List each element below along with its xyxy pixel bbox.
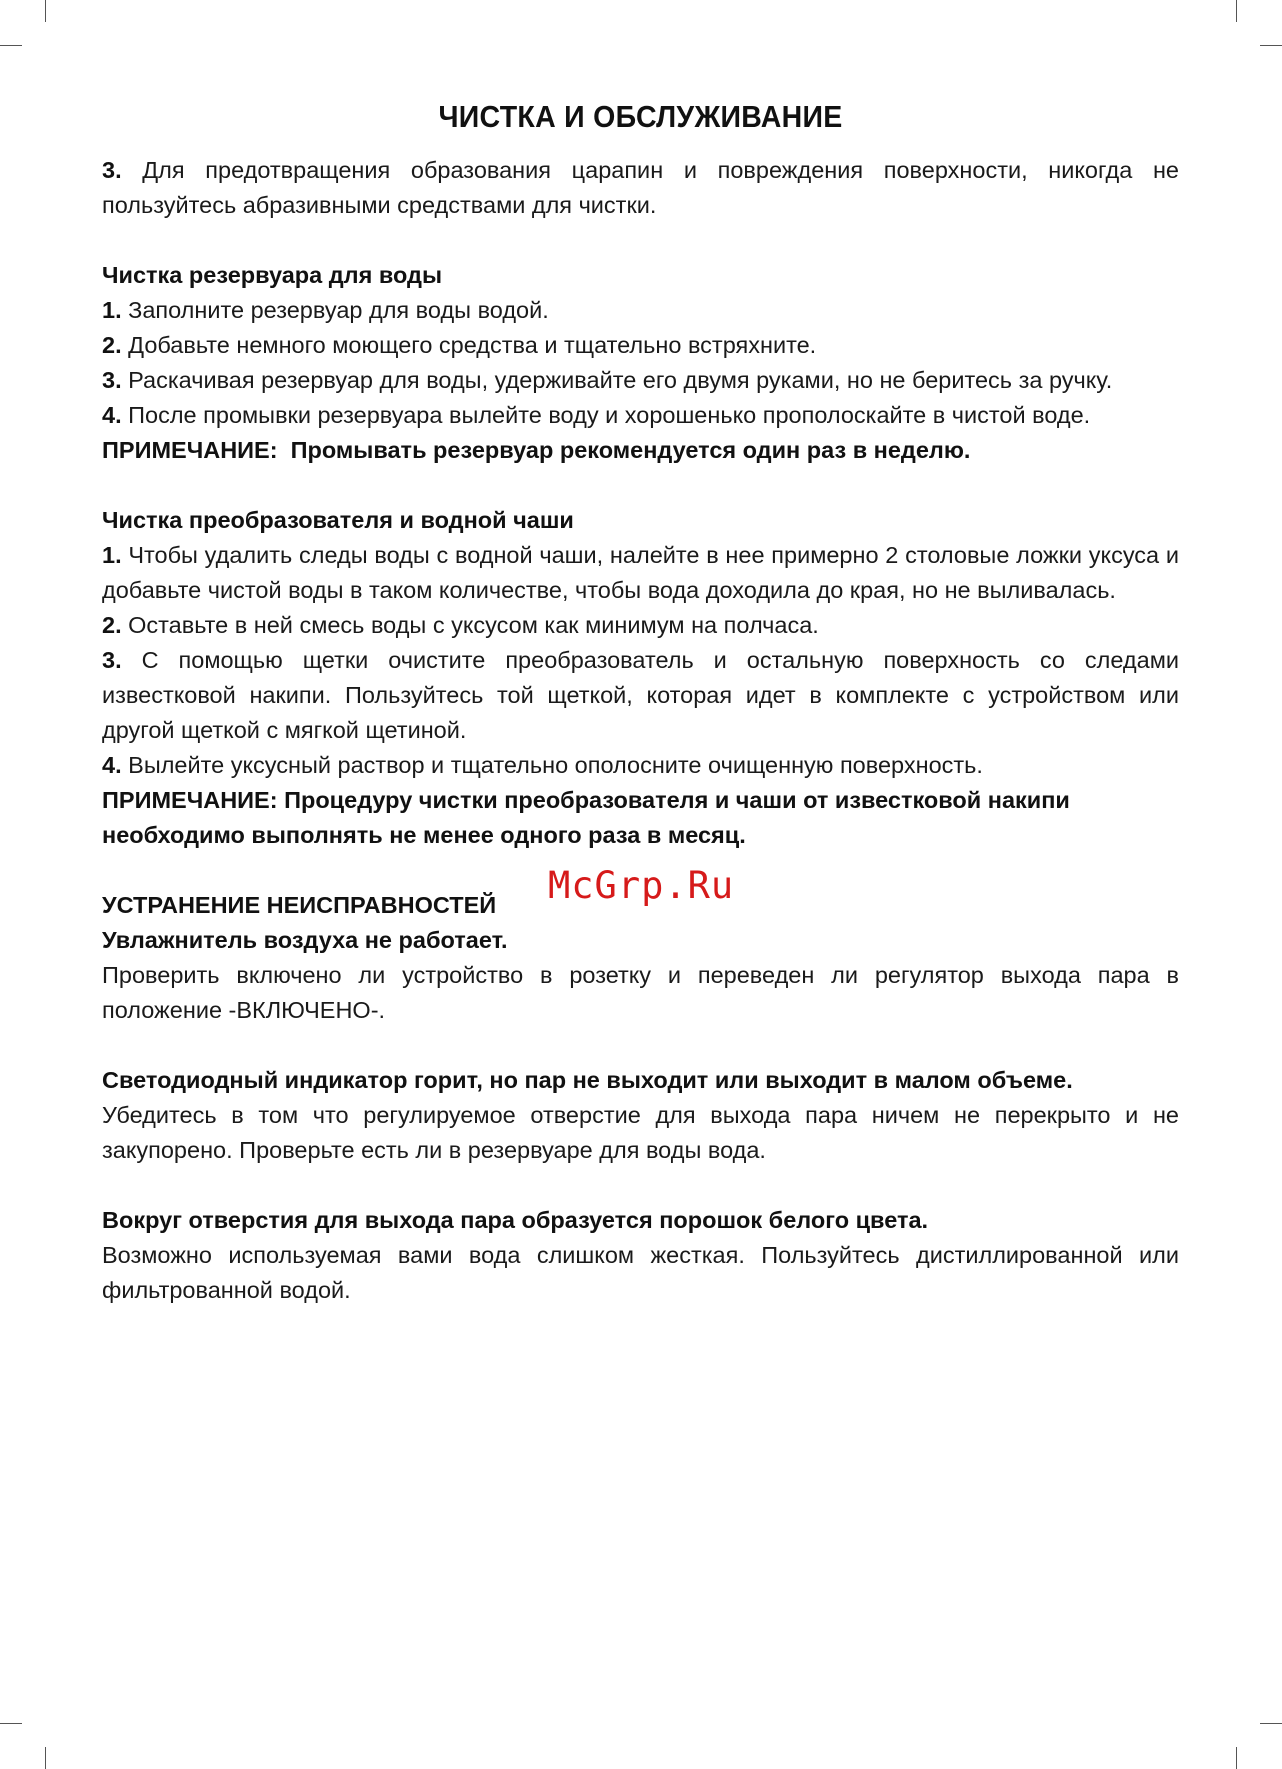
step-text: С помощью щетки очистите преобразователь и остальную поверхность со следами известковой накипи. Пользуйтесь той щеткой, которая идет в комплекте с устройством или другой щеткой с мягкой щетиной. <box>102 646 1179 743</box>
step-number: 2. <box>102 611 122 638</box>
section-heading-transducer: Чистка преобразователя и водной чаши <box>102 506 574 533</box>
step-number: 2. <box>102 331 122 358</box>
step-text: Добавьте немного моющего средства и тщательно встряхните. <box>121 331 817 358</box>
problem-3: Вокруг отверстия для выхода пара образуется порошок белого цвета. <box>102 1206 929 1233</box>
section-heading-troubleshooting: УСТРАНЕНИЕ НЕИСПРАВНОСТЕЙ <box>102 891 497 918</box>
step-number: 4. <box>102 751 122 778</box>
transducer-step-1 <box>102 538 1179 608</box>
step-number: 1. <box>102 541 122 568</box>
tank-step-3 <box>102 363 1179 398</box>
transducer-step-3 <box>102 643 1179 748</box>
tank-step-4 <box>102 398 1179 433</box>
solution-2: Убедитесь в том что регулируемое отверстие для выхода пара ничем не перекрыто и не закупорено. Проверьте есть ли в резервуаре для воды вода. <box>102 1101 1179 1163</box>
solution-3: Возможно используемая вами вода слишком жесткая. Пользуйтесь дистиллированной или фильтрованной водой. <box>102 1241 1179 1303</box>
solution-1: Проверить включено ли устройство в розетку и переведен ли регулятор выхода пара в положение -ВКЛЮЧЕНО-. <box>102 961 1179 1023</box>
crop-mark <box>1236 0 1237 22</box>
step-number: 4. <box>102 401 122 428</box>
step-number: 1. <box>102 296 122 323</box>
crop-mark <box>1260 1723 1282 1724</box>
crop-mark <box>0 45 22 46</box>
step-number: 3. <box>102 366 122 393</box>
step-text: Оставьте в ней смесь воды с уксусом как минимум на полчаса. <box>121 611 819 638</box>
step-number: 3. <box>102 156 122 183</box>
crop-mark <box>1260 45 1282 46</box>
problem-2: Светодиодный индикатор горит, но пар не выходит или выходит в малом объеме. <box>102 1066 1073 1093</box>
tank-step-2 <box>102 328 1179 363</box>
step-text: Для предотвращения образования царапин и повреждения поверхности, никогда не пользуйтесь абразивными средствами для чистки. <box>102 156 1179 218</box>
intro-paragraph <box>102 153 1179 223</box>
step-text: Раскачивая резервуар для воды, удерживайте его двумя руками, но не беритесь за ручку. <box>121 366 1113 393</box>
crop-mark <box>0 1723 22 1724</box>
section-heading-tank: Чистка резервуара для воды <box>102 261 443 288</box>
page-title: ЧИСТКА И ОБСЛУЖИВАНИЕ <box>438 99 843 134</box>
watermark-text: McGrp.Ru <box>548 864 735 907</box>
crop-mark <box>45 0 46 22</box>
crop-mark <box>45 1747 46 1769</box>
document-page <box>102 98 1179 1308</box>
step-text: Чтобы удалить следы воды с водной чаши, налейте в нее примерно 2 столовые ложки уксуса и добавьте чистой воды в таком количестве, чтобы вода доходила до края, но не выливалась. <box>102 541 1179 603</box>
transducer-step-4 <box>102 748 1179 783</box>
step-text: Заполните резервуар для воды водой. <box>121 296 549 323</box>
tank-step-1 <box>102 293 1179 328</box>
transducer-note: ПРИМЕЧАНИЕ: Процедуру чистки преобразователя и чаши от известковой накипи необходимо выполнять не менее одного раза в месяц. <box>102 786 1070 848</box>
crop-mark <box>1236 1747 1237 1769</box>
step-text: Вылейте уксусный раствор и тщательно ополосните очищенную поверхность. <box>121 751 983 778</box>
problem-1: Увлажнитель воздуха не работает. <box>102 926 508 953</box>
step-number: 3. <box>102 646 122 673</box>
tank-note: ПРИМЕЧАНИЕ: Промывать резервуар рекомендуется один раз в неделю. <box>102 436 971 463</box>
transducer-step-2 <box>102 608 1179 643</box>
step-text: После промывки резервуара вылейте воду и хорошенько прополоскайте в чистой воде. <box>121 401 1091 428</box>
